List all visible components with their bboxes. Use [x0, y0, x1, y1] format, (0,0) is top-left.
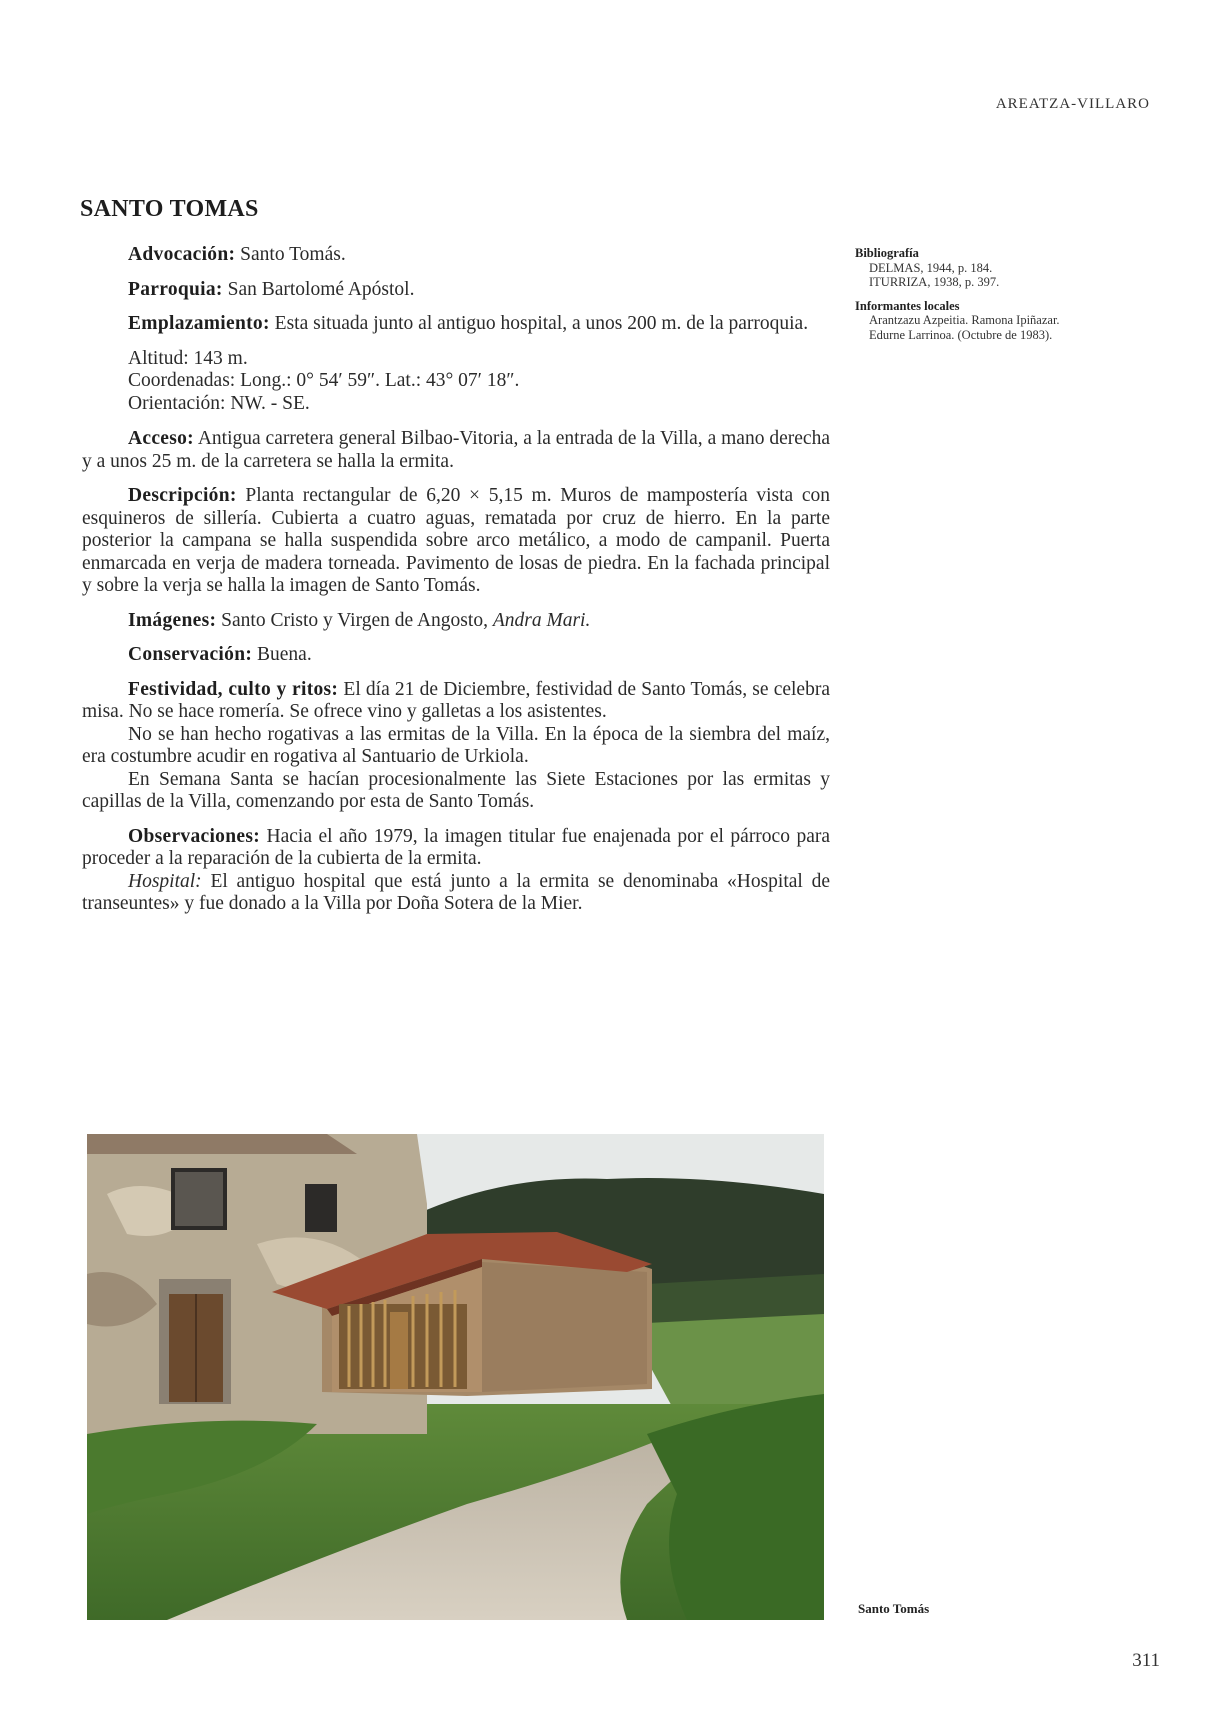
location-details	[82, 348, 830, 416]
festividad-label: Festividad, culto y ritos:	[128, 678, 339, 700]
imagenes-label: Imágenes:	[128, 609, 217, 631]
altitud-line: Altitud: 143 m.	[128, 347, 248, 369]
hospital-text: El antiguo hospital que está junto a la ermita se denominaba «Hospital de transeuntes» y fue donado a la Villa por Doña Sotera de la Mier.	[82, 870, 831, 914]
sidebar-notes	[855, 246, 1155, 351]
festividad-text: El día 21 de Diciembre, festividad de Santo Tomás, se celebra misa. No se hace romería. Se ofrece vino y galletas a los asistentes.	[82, 678, 830, 722]
emplazamiento-text: Esta situada junto al antiguo hospital, a unos 200 m. de la parroquia.	[274, 313, 809, 334]
conservacion-label: Conservación:	[128, 644, 253, 665]
running-head: AREATZA-VILLARO	[995, 96, 1150, 112]
imagenes-text: Santo Cristo y Virgen de Angosto,	[221, 609, 488, 631]
orientacion-line: Orientación: NW. - SE.	[128, 392, 310, 414]
festividad-paragraph-2: No se han hecho rogativas a las ermitas de la Villa. En la época de la siembra del maíz, era costumbre acudir en rogativa al Santuario de Urkiola.	[82, 723, 830, 767]
conservacion-text: Buena.	[257, 644, 312, 665]
bibliografia-heading: Bibliografía	[855, 246, 919, 260]
photo-caption: Santo Tomás	[858, 1601, 930, 1616]
advocacion-label: Advocación:	[128, 244, 236, 265]
observaciones-text: Hacia el año 1979, la imagen titular fue enajenada por el párroco para proceder a la reparación de la cubierta de la ermita.	[82, 825, 831, 869]
article-body	[82, 244, 830, 928]
emplazamiento-paragraph	[82, 313, 830, 336]
festividad-paragraph	[82, 679, 830, 724]
descripcion-paragraph	[82, 485, 830, 598]
informantes-entry: Edurne Larrinoa. (Octubre de 1983).	[869, 327, 1053, 342]
coordenadas-line: Coordenadas: Long.: 0° 54′ 59″. Lat.: 43° 07′ 18″.	[128, 370, 520, 391]
hospital-label: Hospital:	[128, 870, 202, 892]
informantes-block	[855, 299, 1155, 343]
page-title: SANTO TOMAS	[80, 196, 259, 222]
conservacion-paragraph	[82, 644, 830, 667]
festividad-paragraph-3: En Semana Santa se hacían procesionalmente las Siete Estaciones por las ermitas y capillas de la Villa, comenzando por esta de Santo Tomás.	[82, 768, 830, 812]
informantes-entry: Arantzazu Azpeitia. Ramona Ipiñazar.	[869, 313, 1060, 327]
advocacion-paragraph	[82, 244, 830, 267]
emplazamiento-label: Emplazamiento:	[128, 313, 270, 334]
descripcion-text: Planta rectangular de 6,20 × 5,15 m. Muros de mampostería vista con esquineros de sillería. Cubierta a cuatro aguas, rematada por cruz de hierro. En la parte posterior la campana se halla suspendida sobre arco metálico, a modo de campanil. Puerta enmarcada en verja de madera torneada. Pavimento de losas de piedra. En la fachada principal y sobre la verja se halla la imagen de Santo Tomás.	[82, 485, 830, 596]
parroquia-paragraph	[82, 279, 830, 302]
acceso-label: Acceso:	[128, 428, 194, 449]
bibliografia-entry: DELMAS, 1944, p. 184.	[869, 260, 993, 275]
page-number: 311	[1132, 1650, 1160, 1671]
imagenes-italic: Andra Mari.	[492, 609, 591, 631]
acceso-paragraph	[82, 428, 830, 473]
hermitage-photo	[87, 1134, 824, 1620]
hermitage-photo-illustration	[87, 1134, 824, 1620]
descripcion-label: Descripción:	[128, 485, 237, 506]
hospital-paragraph	[82, 871, 830, 916]
observaciones-label: Observaciones:	[128, 825, 261, 847]
parroquia-text: San Bartolomé Apóstol.	[227, 278, 415, 300]
bibliografia-entry: ITURRIZA, 1938, p. 397.	[869, 275, 1000, 289]
acceso-text: Antigua carretera general Bilbao-Vitoria, a la entrada de la Villa, a mano derecha y a unos 25 m. de la carretera se halla la ermita.	[82, 428, 830, 472]
parroquia-label: Parroquia:	[128, 278, 223, 300]
advocacion-text: Santo Tomás.	[240, 244, 346, 265]
informantes-heading: Informantes locales	[855, 298, 960, 313]
observaciones-paragraph	[82, 826, 830, 871]
bibliografia-block	[855, 246, 1155, 290]
imagenes-paragraph	[82, 610, 830, 633]
